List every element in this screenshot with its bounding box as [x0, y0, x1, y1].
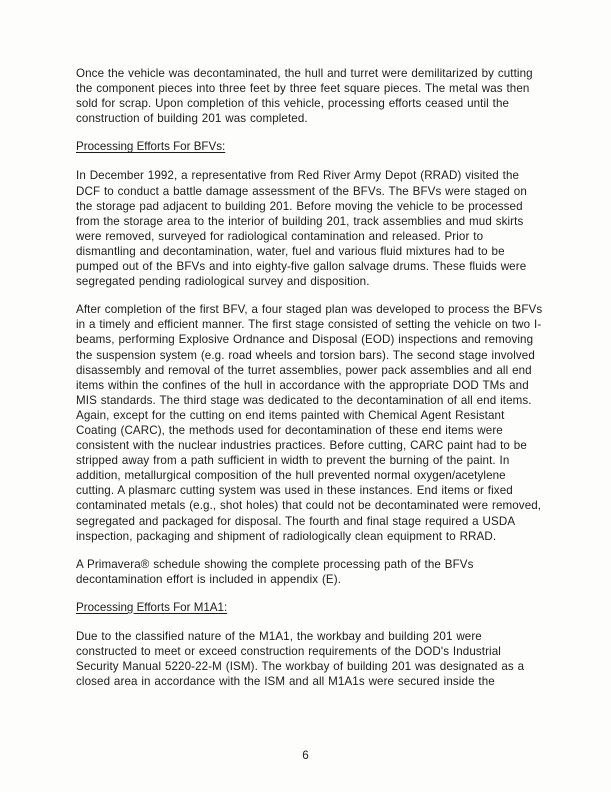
- paragraph-bfv-staging: In December 1992, a representative from Red River Army Depot (RRAD) visited the DCF to conduct a battle damage assessment of the BFVs. The BFVs were staged on the storage pad adjacent to building 201. Before moving the vehicle to be processed from the storage area to the interior of building 201, track assemblies and mud skirts were removed, surveyed for radiological contamination and released. Prior to dismantling and decontamination, water, fuel and various fluid mixtures had to be pumped out of the BFVs and into eighty-five gallon salvage drums. These fluids were segregated pending radiological survey and disposition.: [76, 169, 527, 289]
- page-number: 6: [302, 749, 309, 762]
- document-body: [76, 66, 544, 702]
- paragraph-m1a1-security: Due to the classified nature of the M1A1, the workbay and building 201 were constructed to meet or exceed construction requirements of the DOD's Industrial Security Manual 5220-22-M (ISM). The workbay of building 201 was designated as a closed area in accordance with the ISM and all M1A1s were secured inside the: [76, 630, 525, 689]
- section-heading-bfvs: Processing Efforts For BFVs:: [76, 140, 226, 154]
- paragraph-demilitarization: Once the vehicle was decontaminated, the hull and turret were demilitarized by cutting the component pieces into three feet by three feet square pieces. The metal was then sold for scrap. Upon completion of this vehicle, processing efforts ceased until the construction of building 201 was completed.: [76, 67, 533, 126]
- paragraph-bfv-four-stage-plan: After completion of the first BFV, a four staged plan was developed to process the BFVs in a timely and efficient manner. The first stage consisted of setting the vehicle on two I-beams, performing Explosive Ordnance and Disposal (EOD) inspections and removing the suspension system (e.g. road wheels and torsion bars). The second stage involved disassembly and removal of the turret assemblies, power pack assemblies and all end items within the confines of the hull in accordance with the appropriate DOD TMs and MIS standards. The third stage was dedicated to the decontamination of all end items. Again, except for the cutting on end items painted with Chemical Agent Resistant Coating (CARC), the methods used for decontamination of these end items were consistent with the nuclear industries practices. Before cutting, CARC paint had to be stripped away from a path sufficient in width to prevent the burning of the paint. In addition, metallurgical composition of the hull prevented normal oxygen/acetylene cutting. A plasmarc cutting system was used in these instances. End items or fixed contaminated metals (e.g., shot holes) that could not be decontaminated were removed, segregated and packaged for disposal. The fourth and final stage required a USDA inspection, packaging and shipment of radiologically clean equipment to RRAD.: [76, 303, 543, 543]
- section-heading-m1a1: Processing Efforts For M1A1:: [76, 600, 228, 614]
- paragraph-primavera-schedule: A Primavera® schedule showing the complete processing path of the BFVs decontamination effort is included in appendix (E).: [76, 557, 474, 586]
